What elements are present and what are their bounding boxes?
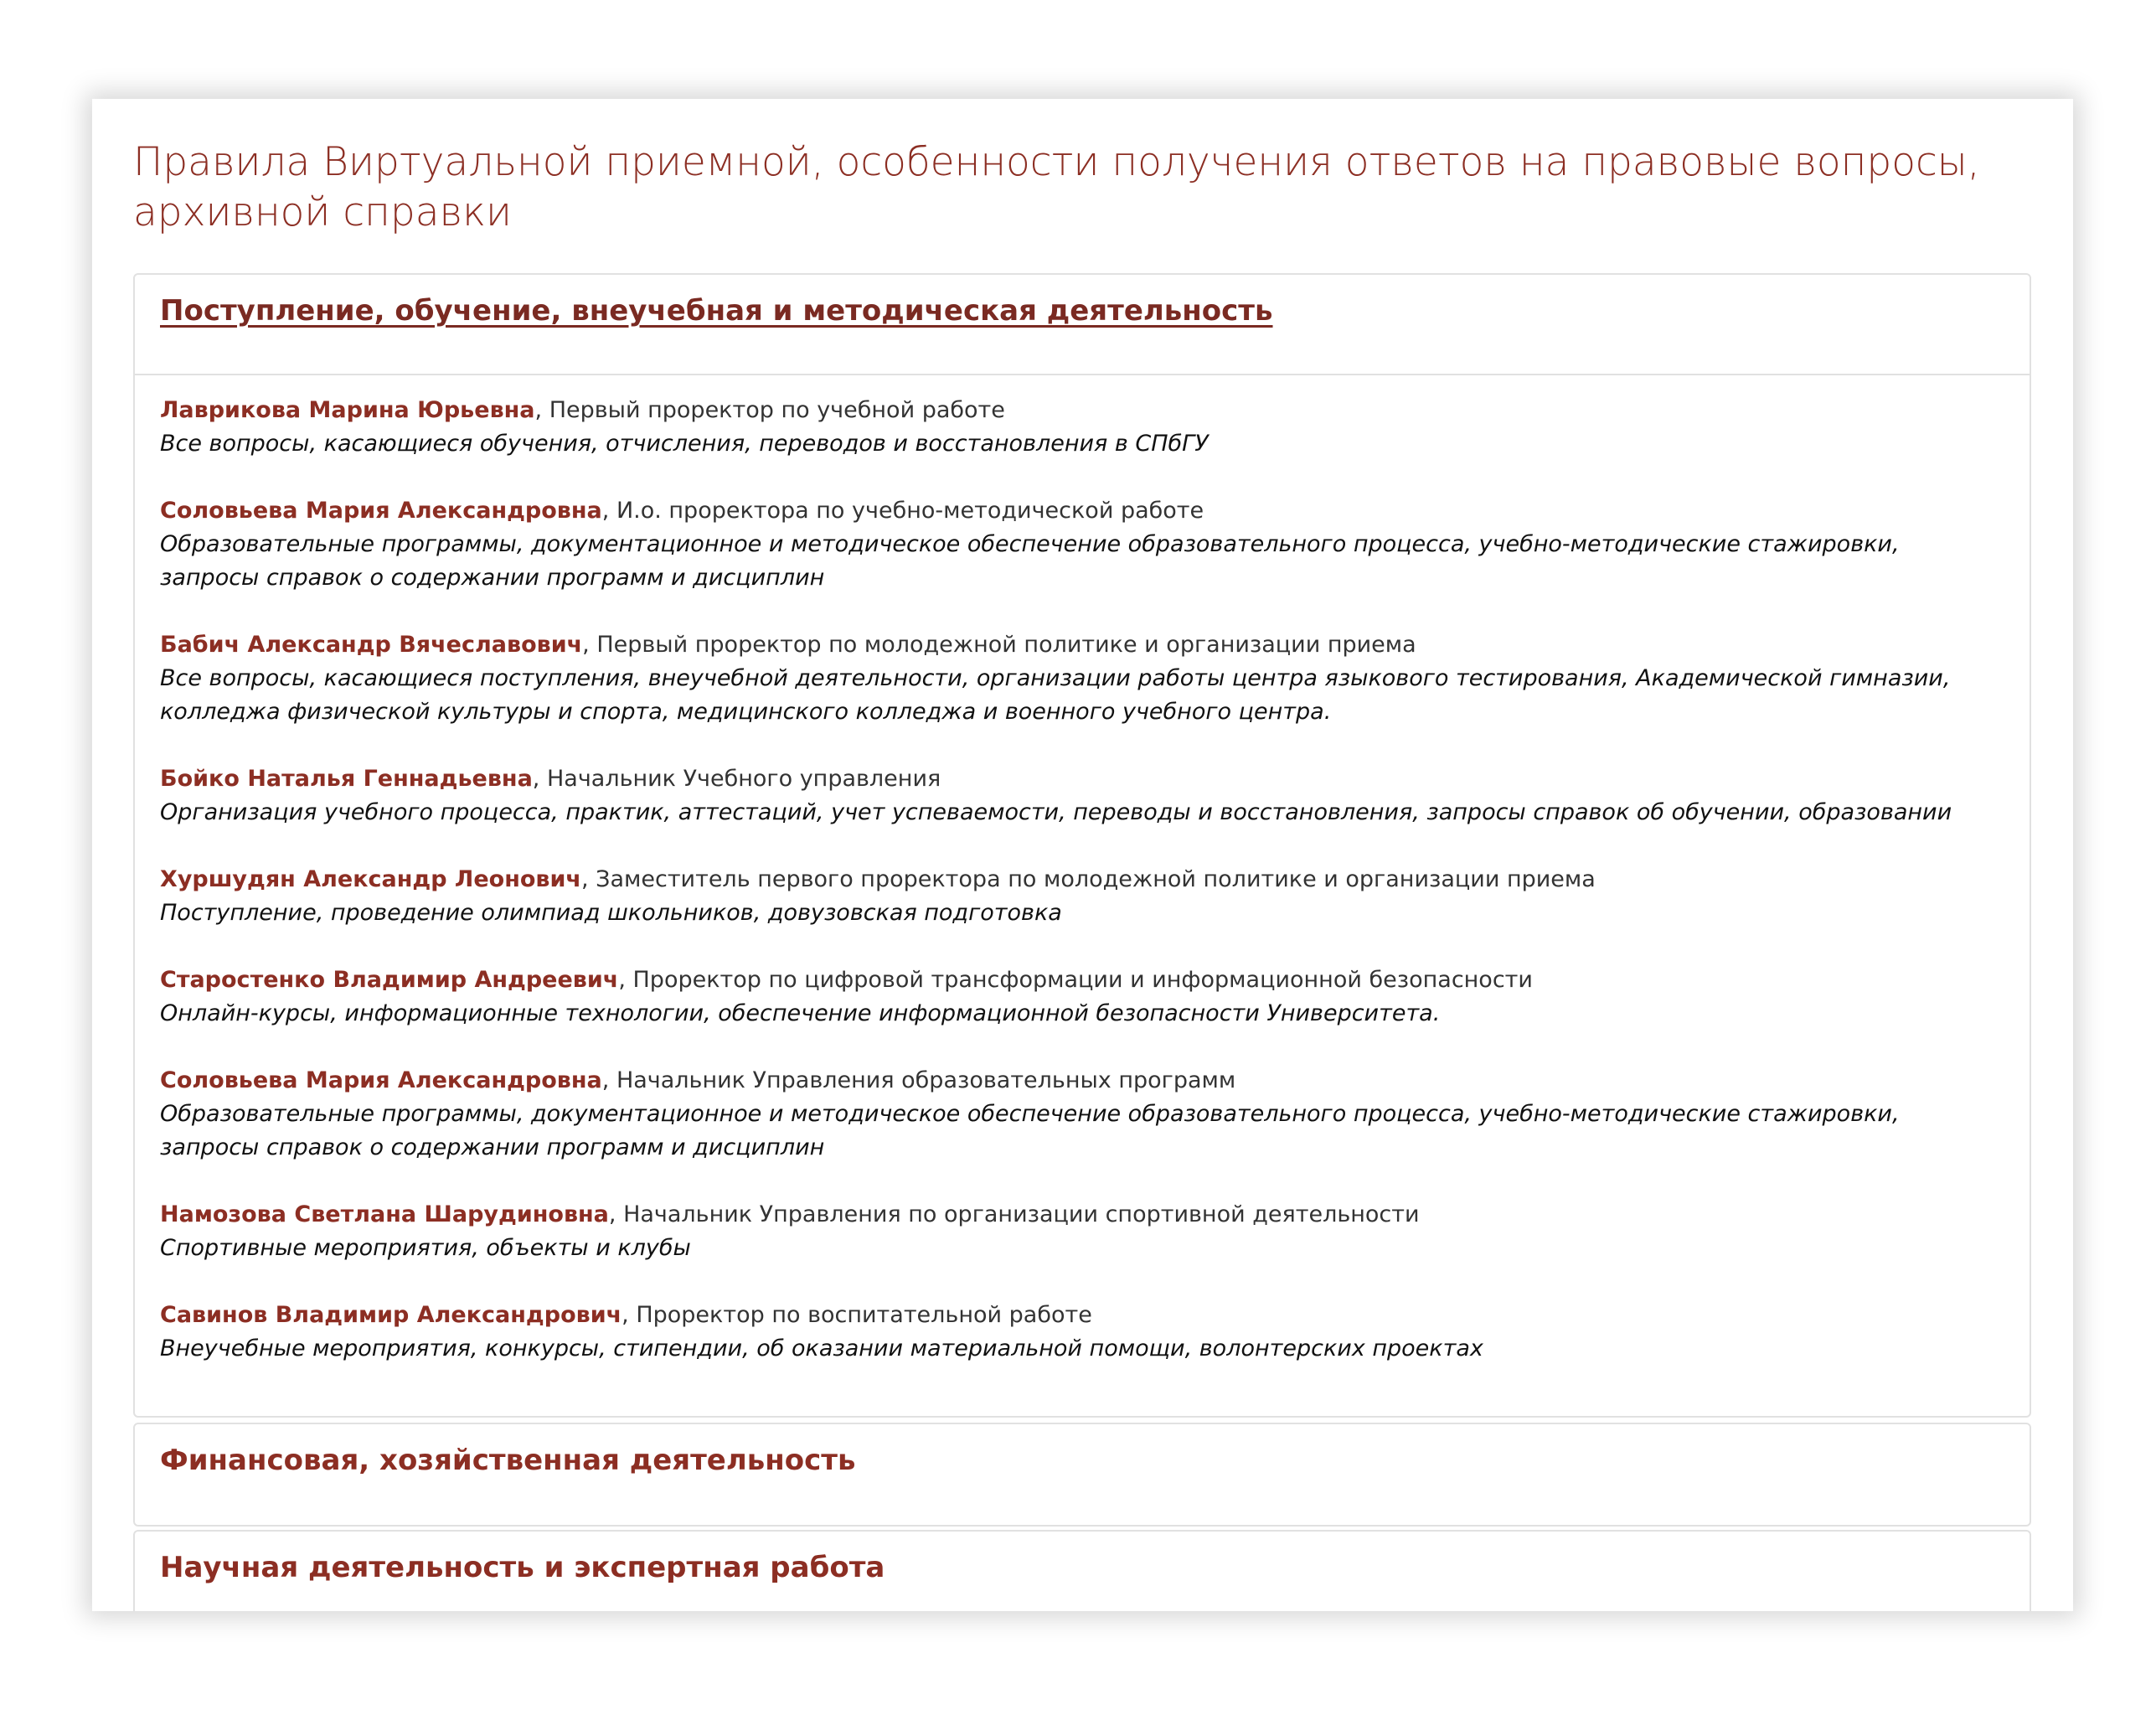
person-name[interactable]: Соловьева Мария Александровна xyxy=(160,498,602,524)
entry-description: Все вопросы, касающиеся обучения, отчисления, переводов и восстановления в СПбГУ xyxy=(160,431,1209,457)
person-name[interactable]: Хуршудян Александр Леонович xyxy=(160,866,581,892)
page-title: Правила Виртуальной приемной, особенности получения ответов на правовые вопросы, архивной справки xyxy=(133,139,1980,235)
accordion-title-finance[interactable]: Финансовая, хозяйственная деятельность xyxy=(160,1444,856,1477)
list-item xyxy=(160,863,2004,930)
list-item xyxy=(160,762,2004,829)
entry-description: Онлайн-курсы, информационные технологии, обеспечение информационной безопасности Университета. xyxy=(160,1000,1441,1026)
entry-header: Соловьева Мария Александровна, Начальник Управления образовательных программ xyxy=(160,1067,1236,1093)
entry-header: Савинов Владимир Александрович, Проректор по воспитательной работе xyxy=(160,1302,1092,1328)
accordion-title-link[interactable]: Поступление, обучение, внеучебная и методическая деятельность xyxy=(160,294,1273,328)
entry-header: Бойко Наталья Геннадьевна, Начальник Учебного управления xyxy=(160,766,941,792)
entry-description: Организация учебного процесса, практик, аттестаций, учет успеваемости, переводы и восстановления, запросы справок об обучении, образовании xyxy=(160,799,1952,825)
person-position: Проректор по воспитательной работе xyxy=(636,1302,1092,1328)
entry-description: Спортивные мероприятия, объекты и клубы xyxy=(160,1235,691,1261)
accordion-panel-science xyxy=(133,1530,2031,1611)
person-name[interactable]: Савинов Владимир Александрович xyxy=(160,1302,622,1328)
accordion-body-admission xyxy=(135,375,2030,1366)
entry-description: Образовательные программы, документационное и методическое обеспечение образовательного процесса, учебно-методические стажировки, запросы справок о содержании программ и дисциплин xyxy=(160,531,1900,591)
person-position: И.о. проректора по учебно-методической работе xyxy=(616,498,1204,524)
person-position: Первый проректор по учебной работе xyxy=(549,397,1005,423)
entry-header: Старостенко Владимир Андреевич, Проректор по цифровой трансформации и информационной безопасности xyxy=(160,967,1533,993)
person-position: Проректор по цифровой трансформации и информационной безопасности xyxy=(632,967,1533,993)
list-item xyxy=(160,394,2004,461)
entry-description: Все вопросы, касающиеся поступления, внеучебной деятельности, организации работы центра языкового тестирования, Академической гимназии, колледжа физической культуры и спорта, медицинского колледжа и военного учебного центра. xyxy=(160,665,1951,725)
accordion-panel-admission xyxy=(133,273,2031,1418)
person-position: Первый проректор по молодежной политике и организации приема xyxy=(596,632,1416,658)
person-name[interactable]: Бойко Наталья Геннадьевна xyxy=(160,766,533,792)
person-name[interactable]: Бабич Александр Вячеславович xyxy=(160,632,583,658)
list-item xyxy=(160,1198,2004,1265)
list-item xyxy=(160,963,2004,1031)
accordion-header-finance[interactable] xyxy=(135,1424,2030,1525)
accordion-header-admission[interactable] xyxy=(135,275,2030,375)
person-name[interactable]: Соловьева Мария Александровна xyxy=(160,1067,602,1093)
person-position: Начальник Учебного управления xyxy=(546,766,941,792)
entry-header: Хуршудян Александр Леонович, Заместитель первого проректора по молодежной политике и организации приема xyxy=(160,866,1596,892)
person-name[interactable]: Старостенко Владимир Андреевич xyxy=(160,967,619,993)
person-position: Заместитель первого проректора по молодежной политике и организации приема xyxy=(596,866,1596,892)
accordion-panel-finance xyxy=(133,1423,2031,1527)
accordion-header-science[interactable] xyxy=(135,1532,2030,1611)
entry-header: Лаврикова Марина Юрьевна, Первый проректор по учебной работе xyxy=(160,397,1005,423)
content-card xyxy=(92,99,2073,1611)
list-item xyxy=(160,1064,2004,1165)
entry-description: Внеучебные мероприятия, конкурсы, стипендии, об оказании материальной помощи, волонтерских проектах xyxy=(160,1335,1483,1361)
person-name[interactable]: Намозова Светлана Шарудиновна xyxy=(160,1201,609,1227)
person-position: Начальник Управления образовательных программ xyxy=(616,1067,1236,1093)
entry-header: Бабич Александр Вячеславович, Первый проректор по молодежной политике и организации приема xyxy=(160,632,1416,658)
list-item xyxy=(160,628,2004,729)
person-name[interactable]: Лаврикова Марина Юрьевна xyxy=(160,397,535,423)
list-item xyxy=(160,1299,2004,1366)
entry-header: Соловьева Мария Александровна, И.о. проректора по учебно-методической работе xyxy=(160,498,1204,524)
list-item xyxy=(160,494,2004,595)
entry-description: Образовательные программы, документационное и методическое обеспечение образовательного процесса, учебно-методические стажировки, запросы справок о содержании программ и дисциплин xyxy=(160,1101,1900,1160)
entry-header: Намозова Светлана Шарудиновна, Начальник Управления по организации спортивной деятельности xyxy=(160,1201,1420,1227)
person-position: Начальник Управления по организации спортивной деятельности xyxy=(623,1201,1420,1227)
entry-description: Поступление, проведение олимпиад школьников, довузовская подготовка xyxy=(160,900,1062,926)
accordion-title-science[interactable]: Научная деятельность и экспертная работа xyxy=(160,1551,885,1584)
